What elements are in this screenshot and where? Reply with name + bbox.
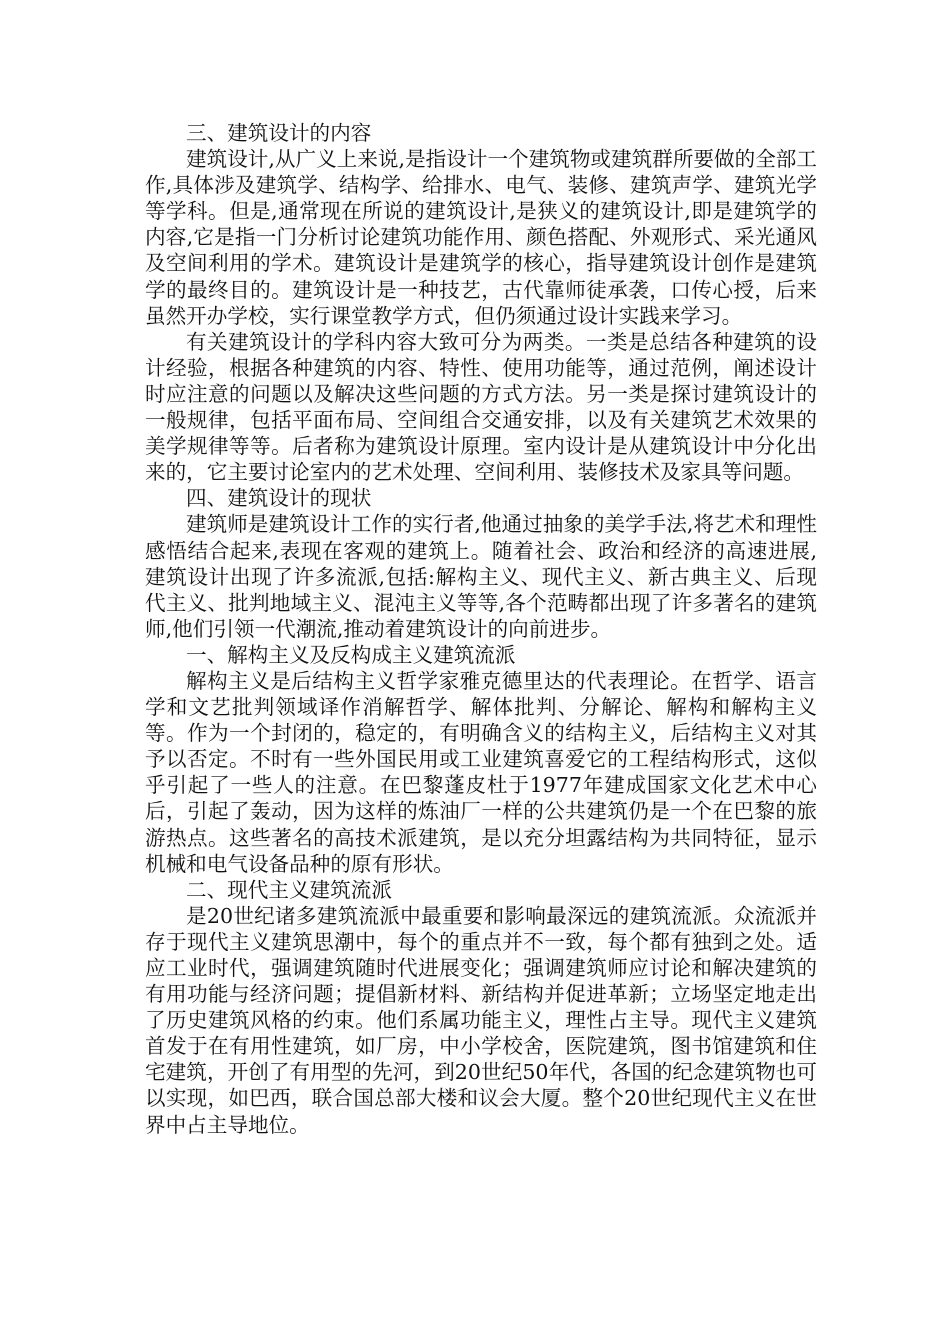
section-heading: 四、建筑设计的现状 (186, 486, 372, 511)
document-page (145, 120, 817, 1138)
paragraph: 是20世纪诸多建筑流派中最重要和影响最深远的建筑流派。众流派并存于现代主义建筑思潮中，每个的重点并不一致，每个都有独到之处。适应工业时代，强调建筑随时代进展变化；强调建筑师应讨论和解决建筑的有用功能与经济问题；提倡新材料、新结构并促进革新；立场坚定地走出了历史建筑风格的约束。他们系属功能主义，理性占主导。现代主义建筑首发于在有用性建筑，如厂房，中小学校舍，医院建筑，图书馆建筑和住宅建筑，开创了有用型的先河，到20世纪50年代，各国的纪念建筑物也可以实现，如巴西，联合国总部大楼和议会大厦。整个20世纪现代主义在世界中占主导地位。 (145, 903, 817, 1137)
section-heading: 二、现代主义建筑流派 (186, 877, 392, 902)
paragraph: 建筑设计,从广义上来说,是指设计一个建筑物或建筑群所要做的全部工作,具体涉及建筑学、结构学、给排水、电气、装修、建筑声学、建筑光学等学科。但是,通常现在所说的建筑设计,是狭义的建筑设计,即是建筑学的内容,它是指一门分析讨论建筑功能作用、颜色搭配、外观形式、采光通风及空间利用的学术。建筑设计是建筑学的核心，指导建筑设计创作是建筑学的最终目的。建筑设计是一种技艺，古代靠师徒承袭，口传心授，后来虽然开办学校，实行课堂教学方式，但仍须通过设计实践来学习。 (145, 147, 817, 328)
section-heading: 三、建筑设计的内容 (186, 121, 372, 145)
paragraph: 有关建筑设计的学科内容大致可分为两类。一类是总结各种建筑的设计经验，根据各种建筑的内容、特性、使用功能等，通过范例，阐述设计时应注意的问题以及解决这些问题的方式方法。另一类是探讨建筑设计的一般规律，包括平面布局、空间组合交通安排，以及有关建筑艺术效果的美学规律等等。后者称为建筑设计原理。室内设计是从建筑设计中分化出来的，它主要讨论室内的艺术处理、空间利用、装修技术及家具等问题。 (145, 329, 817, 485)
section-heading: 一、解构主义及反构成主义建筑流派 (186, 642, 516, 667)
paragraph: 解构主义是后结构主义哲学家雅克德里达的代表理论。在哲学、语言学和文艺批判领域译作消解哲学、解体批判、分解论、解构和解构主义等。作为一个封闭的，稳定的，有明确含义的结构主义，后结构主义对其予以否定。不时有一些外国民用或工业建筑喜爱它的工程结构形式，这似乎引起了一些人的注意。在巴黎蓬皮杜于1977年建成国家文化艺术中心后，引起了轰动，因为这样的炼油厂一样的公共建筑仍是一个在巴黎的旅游热点。这些著名的高技术派建筑，是以充分坦露结构为共同特征，显示机械和电气设备品种的原有形状。 (145, 668, 817, 876)
paragraph: 建筑师是建筑设计工作的实行者,他通过抽象的美学手法,将艺术和理性感悟结合起来,表现在客观的建筑上。随着社会、政治和经济的高速进展,建筑设计出现了许多流派,包括:解构主义、现代主义、新古典主义、后现代主义、批判地域主义、混沌主义等等,各个范畴都出现了许多著名的建筑师,他们引领一代潮流,推动着建筑设计的向前进步。 (145, 512, 817, 641)
